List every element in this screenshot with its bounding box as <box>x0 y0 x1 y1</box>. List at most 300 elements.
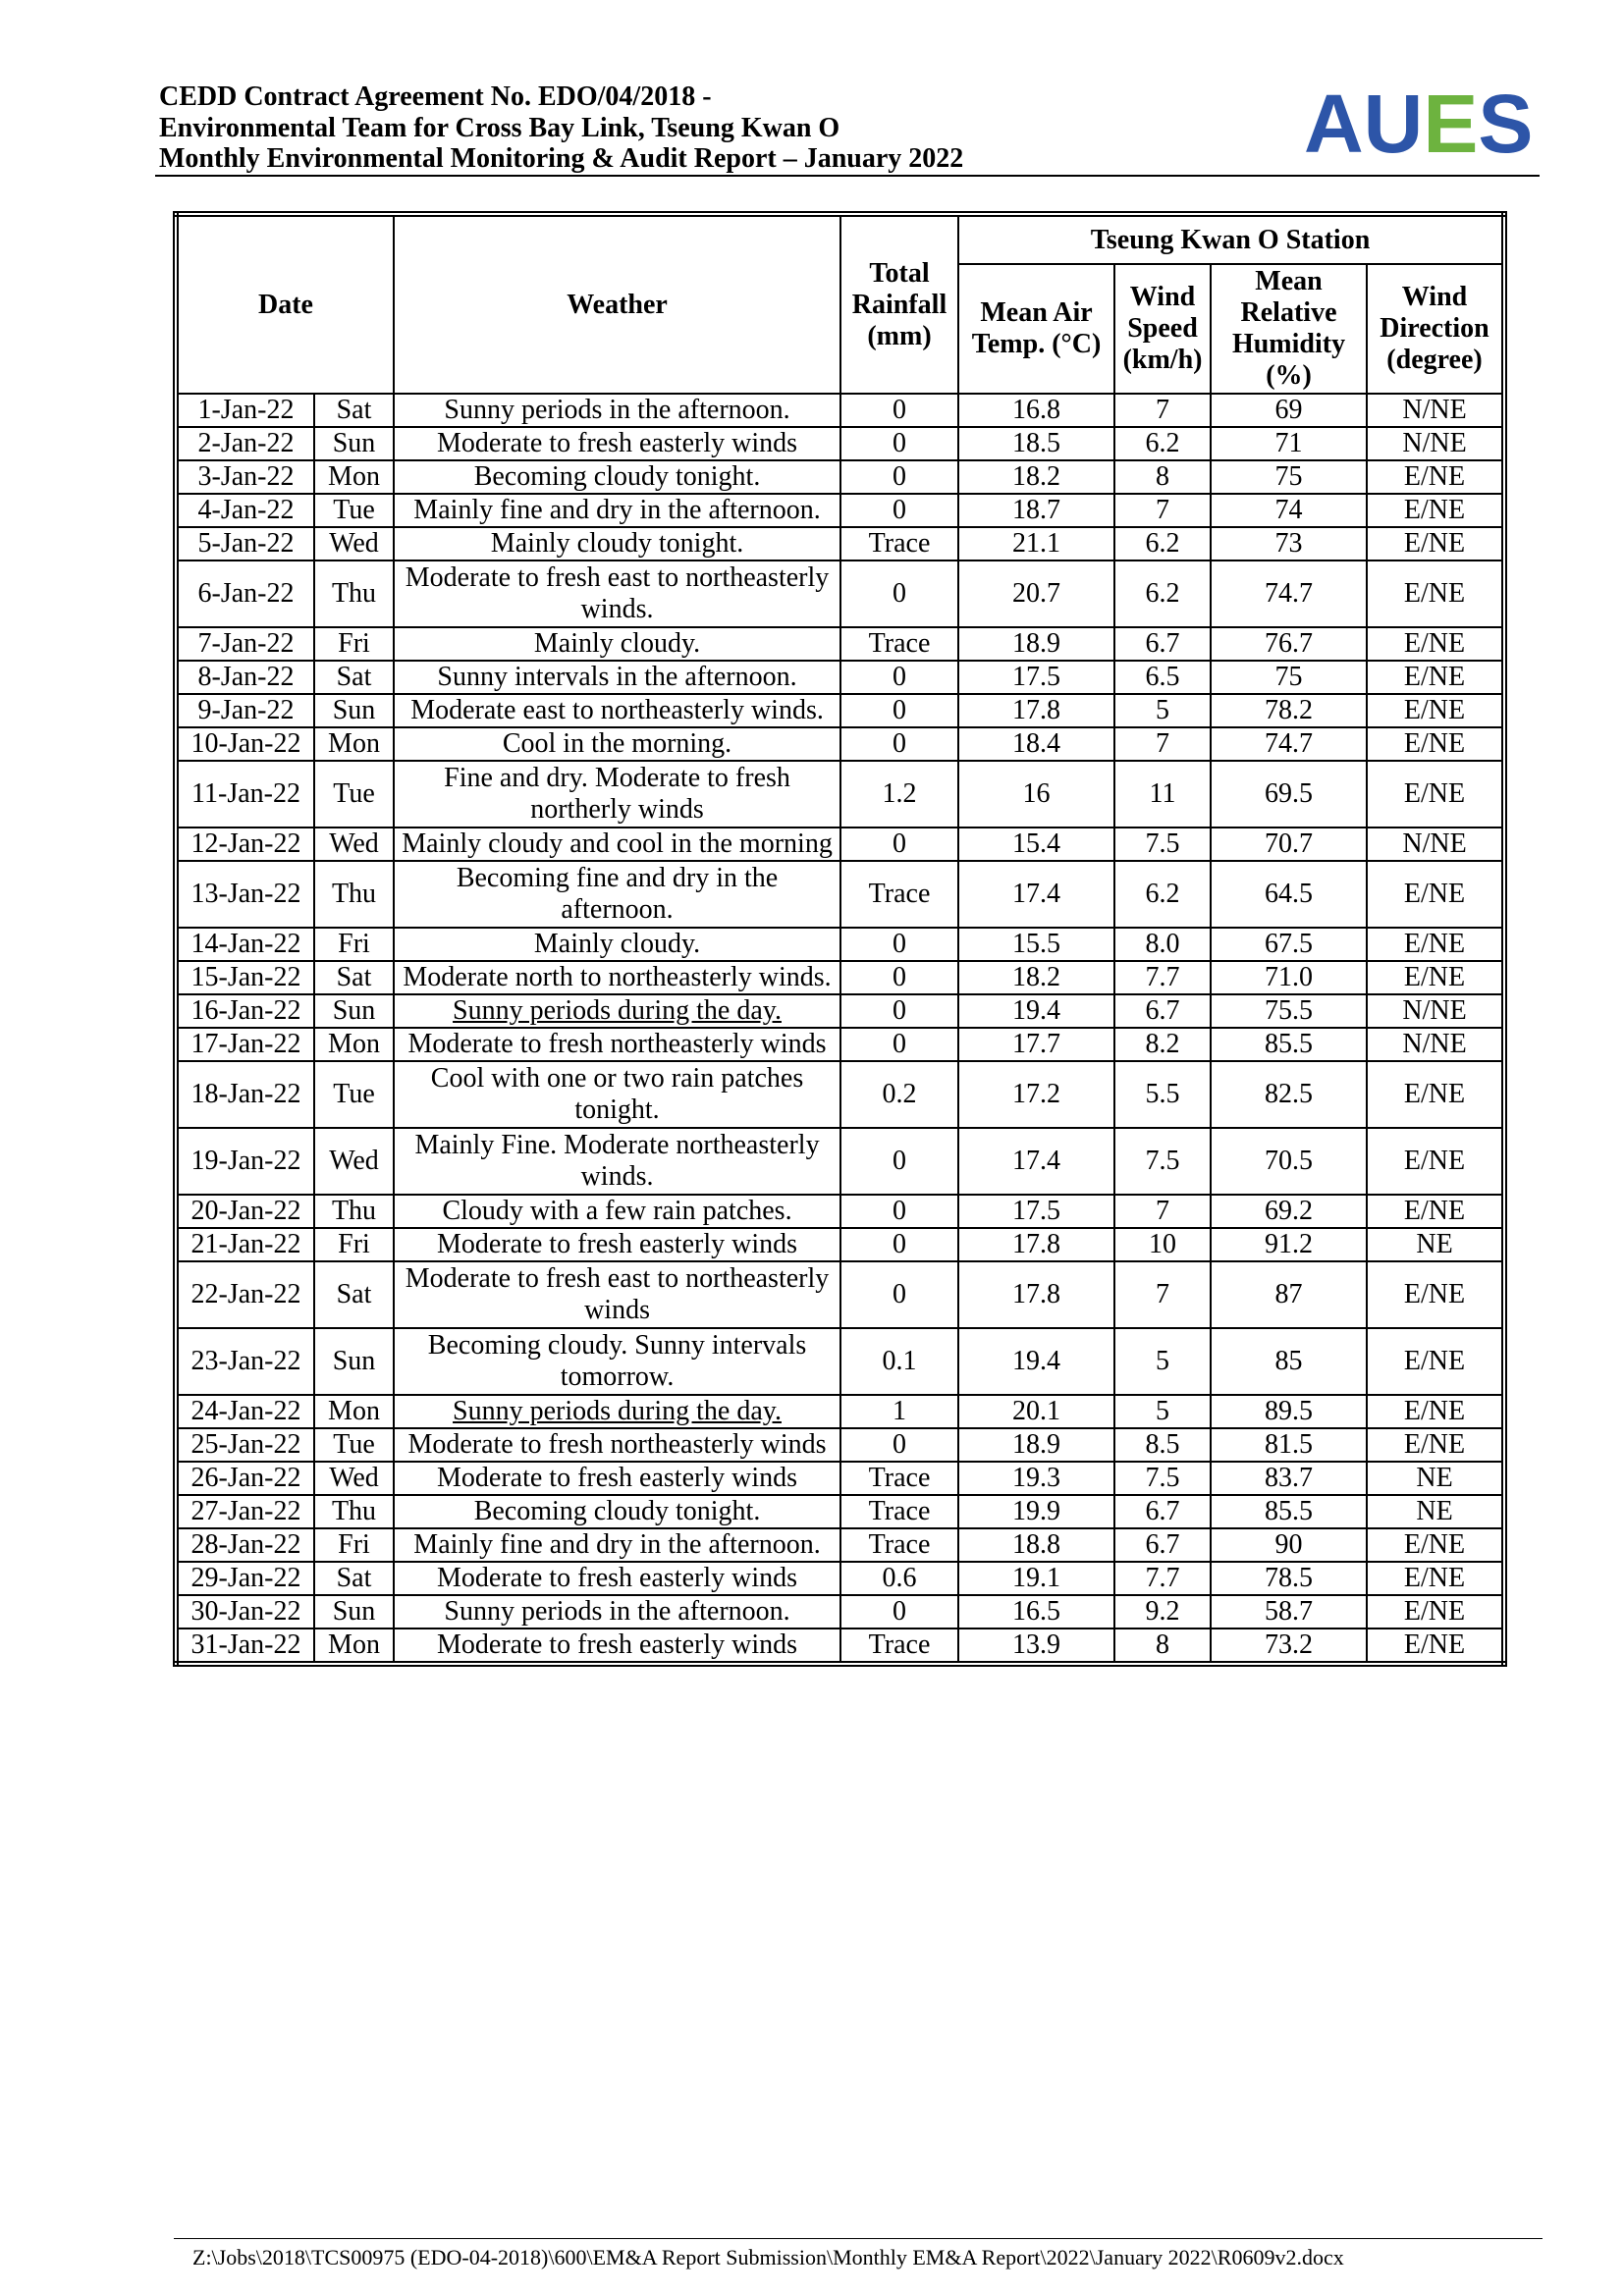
wind-speed-cell: 9.2 <box>1114 1595 1211 1629</box>
humidity-cell: 89.5 <box>1211 1395 1367 1428</box>
table-row <box>176 928 1504 961</box>
wind-direction-cell: E/NE <box>1367 561 1504 627</box>
wind-speed-cell: 7.7 <box>1114 1562 1211 1595</box>
table-row <box>176 661 1504 694</box>
wind-direction-cell: E/NE <box>1367 527 1504 561</box>
day-cell: Sun <box>314 1595 394 1629</box>
mean-air-temp-cell: 18.2 <box>958 460 1114 494</box>
table-row <box>176 1195 1504 1228</box>
wind-speed-cell: 6.5 <box>1114 661 1211 694</box>
wind-speed-cell: 6.7 <box>1114 1495 1211 1528</box>
wind-speed-cell: 5 <box>1114 694 1211 727</box>
report-header-line-3: Monthly Environmental Monitoring & Audit Report – January 2022 <box>159 143 964 174</box>
humidity-cell: 71 <box>1211 427 1367 460</box>
table-row <box>176 961 1504 994</box>
weather-cell: Mainly cloudy and cool in the morning <box>394 828 840 861</box>
rainfall-cell: Trace <box>840 1495 958 1528</box>
mean-air-temp-cell: 18.2 <box>958 961 1114 994</box>
wind-speed-cell: 11 <box>1114 761 1211 828</box>
humidity-cell: 85 <box>1211 1328 1367 1395</box>
mean-air-temp-cell: 16 <box>958 761 1114 828</box>
table-row <box>176 1228 1504 1261</box>
weather-cell: Mainly cloudy. <box>394 928 840 961</box>
weather-cell: Cloudy with a few rain patches. <box>394 1195 840 1228</box>
mean-air-temp-cell: 20.1 <box>958 1395 1114 1428</box>
date-cell: 5-Jan-22 <box>176 527 314 561</box>
table-row <box>176 1495 1504 1528</box>
file-path-footer: Z:\Jobs\2018\TCS00975 (EDO-04-2018)\600\EM&A Report Submission\Monthly EM&A Report\2022\January 2022\R0609v2.docx <box>192 2245 1344 2269</box>
weather-cell: Becoming cloudy. Sunny intervals tomorrow. <box>394 1328 840 1395</box>
wind-direction-cell: E/NE <box>1367 1595 1504 1629</box>
wind-direction-cell: E/NE <box>1367 460 1504 494</box>
humidity-cell: 70.5 <box>1211 1128 1367 1195</box>
table-row <box>176 861 1504 928</box>
mean-air-temp-cell: 17.8 <box>958 694 1114 727</box>
wind-direction-cell: E/NE <box>1367 627 1504 661</box>
wind-speed-cell: 6.7 <box>1114 627 1211 661</box>
weather-cell: Moderate to fresh easterly winds <box>394 1629 840 1664</box>
rainfall-cell: 0 <box>840 1595 958 1629</box>
mean-air-temp-cell: 18.9 <box>958 627 1114 661</box>
day-cell: Fri <box>314 1228 394 1261</box>
wind-speed-cell: 6.7 <box>1114 994 1211 1028</box>
rainfall-cell: 0 <box>840 460 958 494</box>
wind-direction-cell: E/NE <box>1367 661 1504 694</box>
column-header-wind-direction: Wind Direction (degree) <box>1367 264 1504 394</box>
column-header-weather: Weather <box>394 214 840 394</box>
weather-cell: Moderate to fresh east to northeasterly winds. <box>394 561 840 627</box>
wind-speed-cell: 8.5 <box>1114 1428 1211 1462</box>
date-cell: 19-Jan-22 <box>176 1128 314 1195</box>
report-header-line-1: CEDD Contract Agreement No. EDO/04/2018 - <box>159 81 712 112</box>
weather-cell: Mainly cloudy. <box>394 627 840 661</box>
day-cell: Wed <box>314 828 394 861</box>
wind-direction-cell: NE <box>1367 1462 1504 1495</box>
rainfall-cell: Trace <box>840 627 958 661</box>
day-cell: Tue <box>314 761 394 828</box>
rainfall-cell: 1 <box>840 1395 958 1428</box>
mean-air-temp-cell: 17.5 <box>958 1195 1114 1228</box>
weather-cell: Moderate to fresh northeasterly winds <box>394 1428 840 1462</box>
mean-air-temp-cell: 16.5 <box>958 1595 1114 1629</box>
date-cell: 3-Jan-22 <box>176 460 314 494</box>
weather-cell: Sunny intervals in the afternoon. <box>394 661 840 694</box>
rainfall-cell: Trace <box>840 861 958 928</box>
mean-air-temp-cell: 18.4 <box>958 727 1114 761</box>
footer-divider <box>174 2238 1543 2239</box>
date-cell: 6-Jan-22 <box>176 561 314 627</box>
wind-direction-cell: N/NE <box>1367 994 1504 1028</box>
date-cell: 10-Jan-22 <box>176 727 314 761</box>
mean-air-temp-cell: 17.8 <box>958 1228 1114 1261</box>
table-header <box>176 214 1504 394</box>
humidity-cell: 58.7 <box>1211 1595 1367 1629</box>
header-divider <box>155 175 1540 177</box>
mean-air-temp-cell: 17.2 <box>958 1061 1114 1128</box>
rainfall-cell: 0 <box>840 494 958 527</box>
day-cell: Wed <box>314 527 394 561</box>
rainfall-cell: Trace <box>840 1462 958 1495</box>
mean-air-temp-cell: 19.3 <box>958 1462 1114 1495</box>
date-cell: 18-Jan-22 <box>176 1061 314 1128</box>
day-cell: Sun <box>314 1328 394 1395</box>
humidity-cell: 69.5 <box>1211 761 1367 828</box>
column-header-mean-relative-humidity: Mean Relative Humidity (%) <box>1211 264 1367 394</box>
rainfall-cell: 0 <box>840 694 958 727</box>
humidity-cell: 91.2 <box>1211 1228 1367 1261</box>
date-cell: 14-Jan-22 <box>176 928 314 961</box>
date-cell: 13-Jan-22 <box>176 861 314 928</box>
wind-direction-cell: E/NE <box>1367 761 1504 828</box>
weather-text: Sunny periods during the day. <box>453 1396 782 1426</box>
weather-cell: Cool in the morning. <box>394 727 840 761</box>
day-cell: Wed <box>314 1128 394 1195</box>
rainfall-cell: 0 <box>840 961 958 994</box>
day-cell: Mon <box>314 1629 394 1664</box>
rainfall-cell: Trace <box>840 1528 958 1562</box>
mean-air-temp-cell: 21.1 <box>958 527 1114 561</box>
wind-direction-cell: E/NE <box>1367 1629 1504 1664</box>
table-row <box>176 1562 1504 1595</box>
date-cell: 30-Jan-22 <box>176 1595 314 1629</box>
mean-air-temp-cell: 17.8 <box>958 1261 1114 1328</box>
weather-cell: Fine and dry. Moderate to fresh northerly winds <box>394 761 840 828</box>
date-cell: 11-Jan-22 <box>176 761 314 828</box>
day-cell: Sun <box>314 427 394 460</box>
wind-direction-cell: N/NE <box>1367 1028 1504 1061</box>
table-row <box>176 460 1504 494</box>
date-cell: 16-Jan-22 <box>176 994 314 1028</box>
table-row <box>176 1629 1504 1664</box>
wind-speed-cell: 7.5 <box>1114 1128 1211 1195</box>
mean-air-temp-cell: 19.4 <box>958 994 1114 1028</box>
table-row <box>176 828 1504 861</box>
wind-direction-cell: E/NE <box>1367 494 1504 527</box>
humidity-cell: 67.5 <box>1211 928 1367 961</box>
weather-cell: Moderate to fresh easterly winds <box>394 1228 840 1261</box>
day-cell: Sun <box>314 694 394 727</box>
mean-air-temp-cell: 17.7 <box>958 1028 1114 1061</box>
wind-speed-cell: 7 <box>1114 1261 1211 1328</box>
rainfall-cell: 0 <box>840 994 958 1028</box>
weather-cell: Sunny periods in the afternoon. <box>394 394 840 427</box>
day-cell: Sun <box>314 994 394 1028</box>
mean-air-temp-cell: 19.9 <box>958 1495 1114 1528</box>
wind-speed-cell: 8.2 <box>1114 1028 1211 1061</box>
date-cell: 7-Jan-22 <box>176 627 314 661</box>
wind-speed-cell: 8.0 <box>1114 928 1211 961</box>
day-cell: Sat <box>314 1562 394 1595</box>
weather-cell: Sunny periods in the afternoon. <box>394 1595 840 1629</box>
weather-cell: Moderate to fresh east to northeasterly winds <box>394 1261 840 1328</box>
table-row <box>176 627 1504 661</box>
humidity-cell: 85.5 <box>1211 1028 1367 1061</box>
weather-cell: Moderate to fresh easterly winds <box>394 1562 840 1595</box>
date-cell: 17-Jan-22 <box>176 1028 314 1061</box>
wind-direction-cell: E/NE <box>1367 1395 1504 1428</box>
station-header: Tseung Kwan O Station <box>958 214 1504 264</box>
logo-letter: S <box>1478 78 1534 170</box>
date-cell: 31-Jan-22 <box>176 1629 314 1664</box>
rainfall-cell: Trace <box>840 1629 958 1664</box>
rainfall-cell: 0 <box>840 561 958 627</box>
wind-speed-cell: 5 <box>1114 1328 1211 1395</box>
weather-cell: Mainly fine and dry in the afternoon. <box>394 494 840 527</box>
humidity-cell: 70.7 <box>1211 828 1367 861</box>
table-row <box>176 1061 1504 1128</box>
logo-letter: U <box>1363 78 1424 170</box>
table-row <box>176 727 1504 761</box>
table-row <box>176 1395 1504 1428</box>
wind-direction-cell: N/NE <box>1367 828 1504 861</box>
date-cell: 22-Jan-22 <box>176 1261 314 1328</box>
humidity-cell: 73.2 <box>1211 1629 1367 1664</box>
humidity-cell: 69 <box>1211 394 1367 427</box>
rainfall-cell: 1.2 <box>840 761 958 828</box>
day-cell: Sat <box>314 661 394 694</box>
date-cell: 8-Jan-22 <box>176 661 314 694</box>
column-header-date: Date <box>176 214 394 394</box>
mean-air-temp-cell: 18.8 <box>958 1528 1114 1562</box>
day-cell: Thu <box>314 1195 394 1228</box>
table-row <box>176 694 1504 727</box>
humidity-cell: 87 <box>1211 1261 1367 1328</box>
wind-direction-cell: E/NE <box>1367 694 1504 727</box>
day-cell: Sat <box>314 394 394 427</box>
rainfall-cell: 0 <box>840 1128 958 1195</box>
mean-air-temp-cell: 15.4 <box>958 828 1114 861</box>
column-header-mean-air-temp: Mean Air Temp. (°C) <box>958 264 1114 394</box>
wind-direction-cell: N/NE <box>1367 394 1504 427</box>
weather-cell <box>394 1395 840 1428</box>
humidity-cell: 75.5 <box>1211 994 1367 1028</box>
day-cell: Fri <box>314 928 394 961</box>
aues-logo <box>1304 78 1534 170</box>
wind-direction-cell: E/NE <box>1367 861 1504 928</box>
table-row <box>176 427 1504 460</box>
wind-speed-cell: 8 <box>1114 1629 1211 1664</box>
table-row <box>176 1128 1504 1195</box>
logo-letter: A <box>1304 78 1364 170</box>
wind-speed-cell: 7 <box>1114 727 1211 761</box>
rainfall-cell: 0 <box>840 1028 958 1061</box>
table-row <box>176 1428 1504 1462</box>
wind-direction-cell: E/NE <box>1367 1428 1504 1462</box>
mean-air-temp-cell: 17.4 <box>958 861 1114 928</box>
wind-direction-cell: E/NE <box>1367 1261 1504 1328</box>
wind-direction-cell: E/NE <box>1367 727 1504 761</box>
mean-air-temp-cell: 19.4 <box>958 1328 1114 1395</box>
date-cell: 12-Jan-22 <box>176 828 314 861</box>
logo-letter: E <box>1423 78 1479 170</box>
table-row <box>176 1595 1504 1629</box>
mean-air-temp-cell: 15.5 <box>958 928 1114 961</box>
day-cell: Mon <box>314 1395 394 1428</box>
mean-air-temp-cell: 20.7 <box>958 561 1114 627</box>
table-row <box>176 1528 1504 1562</box>
weather-cell: Moderate to fresh easterly winds <box>394 1462 840 1495</box>
humidity-cell: 75 <box>1211 460 1367 494</box>
date-cell: 15-Jan-22 <box>176 961 314 994</box>
day-cell: Fri <box>314 1528 394 1562</box>
table-row <box>176 1328 1504 1395</box>
weather-cell: Mainly fine and dry in the afternoon. <box>394 1528 840 1562</box>
humidity-cell: 64.5 <box>1211 861 1367 928</box>
wind-direction-cell: E/NE <box>1367 1195 1504 1228</box>
mean-air-temp-cell: 19.1 <box>958 1562 1114 1595</box>
wind-direction-cell: E/NE <box>1367 1562 1504 1595</box>
humidity-cell: 76.7 <box>1211 627 1367 661</box>
date-cell: 1-Jan-22 <box>176 394 314 427</box>
date-cell: 4-Jan-22 <box>176 494 314 527</box>
weather-cell: Mainly cloudy tonight. <box>394 527 840 561</box>
report-header-line-2: Environmental Team for Cross Bay Link, Tseung Kwan O <box>159 112 840 143</box>
date-cell: 25-Jan-22 <box>176 1428 314 1462</box>
humidity-cell: 75 <box>1211 661 1367 694</box>
table-row <box>176 494 1504 527</box>
rainfall-cell: 0 <box>840 394 958 427</box>
table-row <box>176 1261 1504 1328</box>
mean-air-temp-cell: 13.9 <box>958 1629 1114 1664</box>
wind-speed-cell: 6.2 <box>1114 861 1211 928</box>
mean-air-temp-cell: 18.9 <box>958 1428 1114 1462</box>
wind-direction-cell: E/NE <box>1367 1128 1504 1195</box>
weather-cell <box>394 994 840 1028</box>
wind-speed-cell: 7 <box>1114 394 1211 427</box>
weather-cell: Becoming cloudy tonight. <box>394 460 840 494</box>
date-cell: 29-Jan-22 <box>176 1562 314 1595</box>
humidity-cell: 83.7 <box>1211 1462 1367 1495</box>
weather-cell: Moderate east to northeasterly winds. <box>394 694 840 727</box>
header-row-station <box>176 214 1504 264</box>
table-row <box>176 1462 1504 1495</box>
date-cell: 24-Jan-22 <box>176 1395 314 1428</box>
humidity-cell: 73 <box>1211 527 1367 561</box>
weather-data-table <box>173 211 1507 1667</box>
mean-air-temp-cell: 18.5 <box>958 427 1114 460</box>
rainfall-cell: 0 <box>840 427 958 460</box>
humidity-cell: 74 <box>1211 494 1367 527</box>
humidity-cell: 81.5 <box>1211 1428 1367 1462</box>
day-cell: Mon <box>314 727 394 761</box>
wind-speed-cell: 7 <box>1114 494 1211 527</box>
table-body <box>176 394 1504 1664</box>
mean-air-temp-cell: 17.4 <box>958 1128 1114 1195</box>
rainfall-cell: 0 <box>840 1261 958 1328</box>
humidity-cell: 71.0 <box>1211 961 1367 994</box>
humidity-cell: 74.7 <box>1211 727 1367 761</box>
wind-direction-cell: NE <box>1367 1228 1504 1261</box>
wind-direction-cell: NE <box>1367 1495 1504 1528</box>
date-cell: 23-Jan-22 <box>176 1328 314 1395</box>
wind-speed-cell: 7.7 <box>1114 961 1211 994</box>
weather-cell: Moderate north to northeasterly winds. <box>394 961 840 994</box>
weather-cell: Moderate to fresh northeasterly winds <box>394 1028 840 1061</box>
wind-direction-cell: E/NE <box>1367 961 1504 994</box>
date-cell: 28-Jan-22 <box>176 1528 314 1562</box>
humidity-cell: 78.5 <box>1211 1562 1367 1595</box>
wind-speed-cell: 6.7 <box>1114 1528 1211 1562</box>
wind-speed-cell: 6.2 <box>1114 427 1211 460</box>
mean-air-temp-cell: 18.7 <box>958 494 1114 527</box>
mean-air-temp-cell: 17.5 <box>958 661 1114 694</box>
rainfall-cell: 0.2 <box>840 1061 958 1128</box>
mean-air-temp-cell: 16.8 <box>958 394 1114 427</box>
rainfall-cell: 0 <box>840 1428 958 1462</box>
date-cell: 27-Jan-22 <box>176 1495 314 1528</box>
weather-text: Sunny periods during the day. <box>453 995 782 1026</box>
weather-cell: Becoming fine and dry in the afternoon. <box>394 861 840 928</box>
day-cell: Tue <box>314 494 394 527</box>
day-cell: Wed <box>314 1462 394 1495</box>
humidity-cell: 85.5 <box>1211 1495 1367 1528</box>
day-cell: Sat <box>314 961 394 994</box>
humidity-cell: 90 <box>1211 1528 1367 1562</box>
wind-speed-cell: 5.5 <box>1114 1061 1211 1128</box>
report-header <box>159 81 963 175</box>
column-header-total-rainfall: Total Rainfall (mm) <box>840 214 958 394</box>
humidity-cell: 69.2 <box>1211 1195 1367 1228</box>
date-cell: 9-Jan-22 <box>176 694 314 727</box>
day-cell: Thu <box>314 1495 394 1528</box>
rainfall-cell: 0 <box>840 928 958 961</box>
wind-speed-cell: 7.5 <box>1114 828 1211 861</box>
wind-direction-cell: N/NE <box>1367 427 1504 460</box>
wind-direction-cell: E/NE <box>1367 1328 1504 1395</box>
rainfall-cell: 0 <box>840 727 958 761</box>
day-cell: Mon <box>314 1028 394 1061</box>
wind-direction-cell: E/NE <box>1367 928 1504 961</box>
day-cell: Fri <box>314 627 394 661</box>
weather-cell: Becoming cloudy tonight. <box>394 1495 840 1528</box>
wind-direction-cell: E/NE <box>1367 1528 1504 1562</box>
wind-direction-cell: E/NE <box>1367 1061 1504 1128</box>
table-row <box>176 1028 1504 1061</box>
table-row <box>176 994 1504 1028</box>
wind-speed-cell: 6.2 <box>1114 527 1211 561</box>
humidity-cell: 82.5 <box>1211 1061 1367 1128</box>
day-cell: Sat <box>314 1261 394 1328</box>
date-cell: 26-Jan-22 <box>176 1462 314 1495</box>
table-row <box>176 561 1504 627</box>
wind-speed-cell: 7.5 <box>1114 1462 1211 1495</box>
rainfall-cell: Trace <box>840 527 958 561</box>
rainfall-cell: 0 <box>840 661 958 694</box>
date-cell: 21-Jan-22 <box>176 1228 314 1261</box>
day-cell: Tue <box>314 1061 394 1128</box>
column-header-wind-speed: Wind Speed (km/h) <box>1114 264 1211 394</box>
humidity-cell: 74.7 <box>1211 561 1367 627</box>
date-cell: 2-Jan-22 <box>176 427 314 460</box>
day-cell: Thu <box>314 861 394 928</box>
weather-cell: Moderate to fresh easterly winds <box>394 427 840 460</box>
rainfall-cell: 0 <box>840 828 958 861</box>
day-cell: Mon <box>314 460 394 494</box>
table-row <box>176 527 1504 561</box>
table-row <box>176 761 1504 828</box>
wind-speed-cell: 7 <box>1114 1195 1211 1228</box>
rainfall-cell: 0.1 <box>840 1328 958 1395</box>
day-cell: Tue <box>314 1428 394 1462</box>
weather-cell: Mainly Fine. Moderate northeasterly winds. <box>394 1128 840 1195</box>
wind-speed-cell: 8 <box>1114 460 1211 494</box>
wind-speed-cell: 6.2 <box>1114 561 1211 627</box>
rainfall-cell: 0 <box>840 1195 958 1228</box>
day-cell: Thu <box>314 561 394 627</box>
table-row <box>176 394 1504 427</box>
humidity-cell: 78.2 <box>1211 694 1367 727</box>
wind-speed-cell: 10 <box>1114 1228 1211 1261</box>
